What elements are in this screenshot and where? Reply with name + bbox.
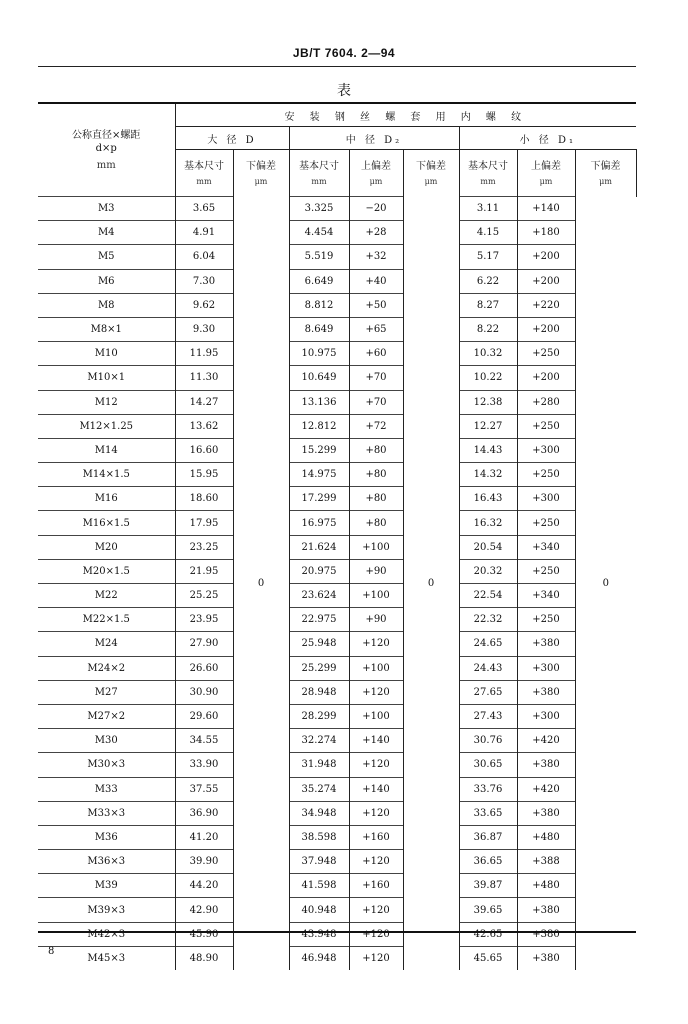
pitch-basic-cell: 25.948 bbox=[289, 632, 349, 656]
table-row bbox=[38, 366, 636, 390]
column-header-label: 下偏差 bbox=[416, 161, 446, 173]
minor-upper-dev-cell: +140 bbox=[517, 197, 575, 221]
table-row bbox=[38, 293, 636, 317]
nominal-diameter-symbol: d×p bbox=[95, 142, 117, 154]
column-header-unit: μm bbox=[254, 177, 268, 187]
thread-size-cell: M36 bbox=[38, 825, 175, 849]
table-row bbox=[38, 680, 636, 704]
pitch-upper-dev-cell: +160 bbox=[349, 874, 403, 898]
major-diameter-header: 大 径 D bbox=[175, 127, 289, 150]
table-row bbox=[38, 656, 636, 680]
thread-size-cell: M36×3 bbox=[38, 850, 175, 874]
major-basic-cell: 23.25 bbox=[175, 535, 233, 559]
pitch-upper-dev-cell: +120 bbox=[349, 632, 403, 656]
minor-upper-dev-cell: +420 bbox=[517, 777, 575, 801]
major-basic-cell: 34.55 bbox=[175, 729, 233, 753]
minor-upper-dev-cell: +480 bbox=[517, 874, 575, 898]
table-row bbox=[38, 777, 636, 801]
major-basic-cell: 25.25 bbox=[175, 584, 233, 608]
major-basic-cell: 21.95 bbox=[175, 559, 233, 583]
pitch-upper-dev-cell: +50 bbox=[349, 293, 403, 317]
pitch-basic-cell: 16.975 bbox=[289, 511, 349, 535]
nominal-diameter-unit: mm bbox=[96, 159, 116, 171]
minor-upper-dev-cell: +480 bbox=[517, 825, 575, 849]
table-row bbox=[38, 850, 636, 874]
header-rule bbox=[38, 66, 636, 67]
minor-basic-cell: 27.65 bbox=[459, 680, 517, 704]
minor-basic-cell: 24.43 bbox=[459, 656, 517, 680]
pitch-basic-cell: 31.948 bbox=[289, 753, 349, 777]
thread-size-cell: M20×1.5 bbox=[38, 559, 175, 583]
pitch-upper-dev-cell: +40 bbox=[349, 269, 403, 293]
major-basic-cell: 14.27 bbox=[175, 390, 233, 414]
minor-upper-dev-cell: +388 bbox=[517, 850, 575, 874]
column-header-label: 下偏差 bbox=[590, 161, 621, 173]
minor-upper-dev-cell: +250 bbox=[517, 414, 575, 438]
pitch-basic-cell: 28.948 bbox=[289, 680, 349, 704]
column-header-label: 上偏差 bbox=[531, 161, 561, 172]
column-header-unit: μm bbox=[424, 177, 438, 187]
thread-size-cell: M4 bbox=[38, 221, 175, 245]
thread-size-cell: M45×3 bbox=[38, 946, 175, 970]
column-header bbox=[349, 150, 403, 197]
table-row bbox=[38, 487, 636, 511]
minor-upper-dev-cell: +380 bbox=[517, 632, 575, 656]
pitch-upper-dev-cell: +120 bbox=[349, 898, 403, 922]
table-row bbox=[38, 898, 636, 922]
column-header-unit: mm bbox=[311, 177, 327, 186]
pitch-basic-cell: 17.299 bbox=[289, 487, 349, 511]
thread-size-cell: M42×3 bbox=[38, 922, 175, 946]
minor-upper-dev-cell: +180 bbox=[517, 221, 575, 245]
thread-size-cell: M22×1.5 bbox=[38, 608, 175, 632]
thread-size-cell: M30 bbox=[38, 729, 175, 753]
table-row bbox=[38, 584, 636, 608]
minor-upper-dev-cell: +250 bbox=[517, 463, 575, 487]
major-basic-cell: 9.30 bbox=[175, 317, 233, 341]
minor-basic-cell: 20.32 bbox=[459, 559, 517, 583]
major-lower-dev-cell: 0 bbox=[233, 197, 289, 971]
thread-size-cell: M16×1.5 bbox=[38, 511, 175, 535]
pitch-basic-cell: 43.948 bbox=[289, 922, 349, 946]
thread-size-cell: M8×1 bbox=[38, 317, 175, 341]
pitch-upper-dev-cell: +100 bbox=[349, 656, 403, 680]
major-basic-cell: 3.65 bbox=[175, 197, 233, 221]
minor-upper-dev-cell: +380 bbox=[517, 753, 575, 777]
pitch-basic-cell: 10.975 bbox=[289, 342, 349, 366]
minor-upper-dev-cell: +380 bbox=[517, 680, 575, 704]
table-row bbox=[38, 197, 636, 221]
pitch-upper-dev-cell: +120 bbox=[349, 922, 403, 946]
table-row bbox=[38, 463, 636, 487]
table-row bbox=[38, 632, 636, 656]
thread-size-cell: M12×1.25 bbox=[38, 414, 175, 438]
table-row bbox=[38, 874, 636, 898]
minor-upper-dev-cell: +300 bbox=[517, 656, 575, 680]
column-header-label: 上偏差 bbox=[361, 161, 391, 172]
table-row bbox=[38, 801, 636, 825]
pitch-diameter-header: 中 径 D₂ bbox=[289, 127, 459, 150]
pitch-upper-dev-cell: +100 bbox=[349, 584, 403, 608]
minor-basic-cell: 42.65 bbox=[459, 922, 517, 946]
minor-upper-dev-cell: +250 bbox=[517, 511, 575, 535]
table-row bbox=[38, 511, 636, 535]
minor-basic-cell: 45.65 bbox=[459, 946, 517, 970]
minor-basic-cell: 5.17 bbox=[459, 245, 517, 269]
minor-upper-dev-cell: +200 bbox=[517, 317, 575, 341]
group-header: 安 装 钢 丝 螺 套 用 内 螺 纹 bbox=[175, 103, 636, 127]
pitch-upper-dev-cell: +90 bbox=[349, 559, 403, 583]
pitch-upper-dev-cell: +32 bbox=[349, 245, 403, 269]
thread-size-cell: M10 bbox=[38, 342, 175, 366]
column-header-unit: mm bbox=[196, 177, 212, 186]
thread-size-cell: M6 bbox=[38, 269, 175, 293]
pitch-upper-dev-cell: +90 bbox=[349, 608, 403, 632]
standard-number: JB/T 7604. 2—94 bbox=[292, 46, 396, 60]
major-basic-cell: 17.95 bbox=[175, 511, 233, 535]
table-bottom-rule bbox=[38, 931, 636, 933]
column-header bbox=[289, 150, 349, 197]
pitch-basic-cell: 40.948 bbox=[289, 898, 349, 922]
minor-basic-cell: 33.76 bbox=[459, 777, 517, 801]
thread-size-cell: M27 bbox=[38, 680, 175, 704]
pitch-basic-cell: 3.325 bbox=[289, 197, 349, 221]
major-basic-cell: 33.90 bbox=[175, 753, 233, 777]
minor-basic-cell: 20.54 bbox=[459, 535, 517, 559]
minor-basic-cell: 10.32 bbox=[459, 342, 517, 366]
pitch-upper-dev-cell: +120 bbox=[349, 753, 403, 777]
major-basic-cell: 45.90 bbox=[175, 922, 233, 946]
minor-upper-dev-cell: +200 bbox=[517, 269, 575, 293]
minor-upper-dev-cell: +280 bbox=[517, 390, 575, 414]
table-row bbox=[38, 608, 636, 632]
column-header bbox=[517, 150, 575, 197]
pitch-basic-cell: 23.624 bbox=[289, 584, 349, 608]
minor-upper-dev-cell: +380 bbox=[517, 801, 575, 825]
column-header bbox=[233, 150, 289, 197]
pitch-upper-dev-cell: +72 bbox=[349, 414, 403, 438]
pitch-upper-dev-cell: +160 bbox=[349, 825, 403, 849]
pitch-basic-cell: 15.299 bbox=[289, 438, 349, 462]
minor-basic-cell: 8.22 bbox=[459, 317, 517, 341]
minor-basic-cell: 30.65 bbox=[459, 753, 517, 777]
major-basic-cell: 39.90 bbox=[175, 850, 233, 874]
minor-upper-dev-cell: +200 bbox=[517, 366, 575, 390]
thread-size-cell: M10×1 bbox=[38, 366, 175, 390]
pitch-basic-cell: 20.975 bbox=[289, 559, 349, 583]
major-basic-cell: 29.60 bbox=[175, 704, 233, 728]
minor-basic-cell: 33.65 bbox=[459, 801, 517, 825]
minor-basic-cell: 12.38 bbox=[459, 390, 517, 414]
pitch-basic-cell: 22.975 bbox=[289, 608, 349, 632]
pitch-upper-dev-cell: +28 bbox=[349, 221, 403, 245]
minor-upper-dev-cell: +220 bbox=[517, 293, 575, 317]
major-basic-cell: 26.60 bbox=[175, 656, 233, 680]
major-basic-cell: 36.90 bbox=[175, 801, 233, 825]
pitch-upper-dev-cell: +120 bbox=[349, 680, 403, 704]
table-row bbox=[38, 390, 636, 414]
pitch-basic-cell: 5.519 bbox=[289, 245, 349, 269]
column-header-unit: μm bbox=[369, 177, 383, 186]
page-number: 8 bbox=[48, 946, 55, 957]
minor-basic-cell: 30.76 bbox=[459, 729, 517, 753]
minor-lower-dev-cell: 0 bbox=[602, 577, 609, 589]
pitch-upper-dev-cell: +120 bbox=[349, 850, 403, 874]
major-basic-cell: 44.20 bbox=[175, 874, 233, 898]
minor-upper-dev-cell: +300 bbox=[517, 438, 575, 462]
major-basic-cell: 42.90 bbox=[175, 898, 233, 922]
pitch-upper-dev-cell: +60 bbox=[349, 342, 403, 366]
pitch-basic-cell: 35.274 bbox=[289, 777, 349, 801]
major-basic-cell: 7.30 bbox=[175, 269, 233, 293]
major-basic-cell: 41.20 bbox=[175, 825, 233, 849]
minor-basic-cell: 27.43 bbox=[459, 704, 517, 728]
thread-size-cell: M39×3 bbox=[38, 898, 175, 922]
column-header-unit: mm bbox=[480, 177, 496, 186]
column-header-label: 下偏差 bbox=[246, 161, 276, 173]
table-row bbox=[38, 245, 636, 269]
minor-basic-cell: 14.32 bbox=[459, 463, 517, 487]
thread-size-cell: M24 bbox=[38, 632, 175, 656]
minor-basic-cell: 24.65 bbox=[459, 632, 517, 656]
minor-upper-dev-cell: +340 bbox=[517, 584, 575, 608]
column-header-label: 基本尺寸 bbox=[468, 161, 508, 172]
column-header-label: 基本尺寸 bbox=[184, 161, 224, 172]
table-row bbox=[38, 414, 636, 438]
minor-basic-cell: 39.65 bbox=[459, 898, 517, 922]
pitch-upper-dev-cell: +80 bbox=[349, 438, 403, 462]
major-basic-cell: 15.95 bbox=[175, 463, 233, 487]
pitch-upper-dev-cell: +65 bbox=[349, 317, 403, 341]
major-basic-cell: 13.62 bbox=[175, 414, 233, 438]
major-basic-cell: 11.95 bbox=[175, 342, 233, 366]
thread-size-cell: M30×3 bbox=[38, 753, 175, 777]
nominal-diameter-header bbox=[38, 103, 175, 197]
table-row bbox=[38, 535, 636, 559]
pitch-upper-dev-cell: +70 bbox=[349, 366, 403, 390]
major-basic-cell: 48.90 bbox=[175, 946, 233, 970]
thread-size-cell: M27×2 bbox=[38, 704, 175, 728]
pitch-upper-dev-cell: +120 bbox=[349, 801, 403, 825]
minor-upper-dev-cell: +250 bbox=[517, 342, 575, 366]
minor-basic-cell: 39.87 bbox=[459, 874, 517, 898]
major-basic-cell: 6.04 bbox=[175, 245, 233, 269]
pitch-upper-dev-cell: +100 bbox=[349, 535, 403, 559]
column-header bbox=[459, 150, 517, 197]
thread-size-cell: M3 bbox=[38, 197, 175, 221]
thread-size-cell: M8 bbox=[38, 293, 175, 317]
thread-size-cell: M24×2 bbox=[38, 656, 175, 680]
minor-basic-cell: 36.87 bbox=[459, 825, 517, 849]
table-row bbox=[38, 317, 636, 341]
table-row bbox=[38, 946, 636, 970]
minor-basic-cell: 6.22 bbox=[459, 269, 517, 293]
pitch-basic-cell: 32.274 bbox=[289, 729, 349, 753]
minor-upper-dev-cell: +380 bbox=[517, 898, 575, 922]
major-basic-cell: 27.90 bbox=[175, 632, 233, 656]
thread-size-cell: M20 bbox=[38, 535, 175, 559]
nominal-diameter-label: 公称直径×螺距 bbox=[72, 129, 141, 141]
column-header bbox=[575, 150, 636, 197]
pitch-basic-cell: 13.136 bbox=[289, 390, 349, 414]
pitch-upper-dev-cell: +80 bbox=[349, 487, 403, 511]
pitch-upper-dev-cell: +80 bbox=[349, 511, 403, 535]
major-basic-cell: 16.60 bbox=[175, 438, 233, 462]
minor-upper-dev-cell: +340 bbox=[517, 535, 575, 559]
thread-size-cell: M33×3 bbox=[38, 801, 175, 825]
thread-size-cell: M22 bbox=[38, 584, 175, 608]
table-row bbox=[38, 922, 636, 946]
minor-basic-cell: 36.65 bbox=[459, 850, 517, 874]
column-header-label: 基本尺寸 bbox=[299, 161, 339, 172]
pitch-upper-dev-cell: +140 bbox=[349, 777, 403, 801]
table-row bbox=[38, 269, 636, 293]
minor-basic-cell: 22.32 bbox=[459, 608, 517, 632]
minor-basic-cell: 4.15 bbox=[459, 221, 517, 245]
pitch-basic-cell: 6.649 bbox=[289, 269, 349, 293]
major-basic-cell: 9.62 bbox=[175, 293, 233, 317]
pitch-upper-dev-cell: +100 bbox=[349, 704, 403, 728]
column-header-unit: μm bbox=[599, 177, 612, 187]
table-row bbox=[38, 559, 636, 583]
thread-size-cell: M14 bbox=[38, 438, 175, 462]
major-basic-cell: 30.90 bbox=[175, 680, 233, 704]
minor-upper-dev-cell: +250 bbox=[517, 559, 575, 583]
pitch-lower-dev-cell: 0 bbox=[403, 197, 459, 971]
pitch-basic-cell: 8.812 bbox=[289, 293, 349, 317]
table-row bbox=[38, 438, 636, 462]
pitch-basic-cell: 46.948 bbox=[289, 946, 349, 970]
pitch-basic-cell: 21.624 bbox=[289, 535, 349, 559]
minor-upper-dev-cell: +250 bbox=[517, 608, 575, 632]
pitch-upper-dev-cell: +80 bbox=[349, 463, 403, 487]
pitch-basic-cell: 41.598 bbox=[289, 874, 349, 898]
thread-size-cell: M5 bbox=[38, 245, 175, 269]
table-row bbox=[38, 753, 636, 777]
thread-size-cell: M39 bbox=[38, 874, 175, 898]
pitch-upper-dev-cell: +140 bbox=[349, 729, 403, 753]
major-basic-cell: 37.55 bbox=[175, 777, 233, 801]
table-row bbox=[38, 704, 636, 728]
minor-basic-cell: 12.27 bbox=[459, 414, 517, 438]
pitch-basic-cell: 10.649 bbox=[289, 366, 349, 390]
minor-upper-dev-cell: +380 bbox=[517, 922, 575, 946]
pitch-basic-cell: 28.299 bbox=[289, 704, 349, 728]
minor-upper-dev-cell: +200 bbox=[517, 245, 575, 269]
major-basic-cell: 4.91 bbox=[175, 221, 233, 245]
column-header bbox=[403, 150, 459, 197]
thread-size-cell: M12 bbox=[38, 390, 175, 414]
table-row bbox=[38, 825, 636, 849]
minor-upper-dev-cell: +300 bbox=[517, 704, 575, 728]
minor-diameter-header: 小 径 D₁ bbox=[459, 127, 636, 150]
thread-size-cell: M14×1.5 bbox=[38, 463, 175, 487]
pitch-basic-cell: 38.598 bbox=[289, 825, 349, 849]
minor-basic-cell: 8.27 bbox=[459, 293, 517, 317]
pitch-upper-dev-cell: +70 bbox=[349, 390, 403, 414]
pitch-upper-dev-cell: +120 bbox=[349, 946, 403, 970]
minor-basic-cell: 16.32 bbox=[459, 511, 517, 535]
major-basic-cell: 23.95 bbox=[175, 608, 233, 632]
minor-basic-cell: 22.54 bbox=[459, 584, 517, 608]
major-basic-cell: 18.60 bbox=[175, 487, 233, 511]
pitch-basic-cell: 25.299 bbox=[289, 656, 349, 680]
minor-basic-cell: 14.43 bbox=[459, 438, 517, 462]
pitch-basic-cell: 34.948 bbox=[289, 801, 349, 825]
pitch-basic-cell: 4.454 bbox=[289, 221, 349, 245]
table-row bbox=[38, 342, 636, 366]
pitch-basic-cell: 8.649 bbox=[289, 317, 349, 341]
thread-size-cell: M16 bbox=[38, 487, 175, 511]
minor-basic-cell: 10.22 bbox=[459, 366, 517, 390]
minor-basic-cell: 3.11 bbox=[459, 197, 517, 221]
minor-basic-cell: 16.43 bbox=[459, 487, 517, 511]
table-row bbox=[38, 729, 636, 753]
pitch-basic-cell: 37.948 bbox=[289, 850, 349, 874]
minor-upper-dev-cell: +300 bbox=[517, 487, 575, 511]
minor-upper-dev-cell: +420 bbox=[517, 729, 575, 753]
table-row bbox=[38, 221, 636, 245]
column-header bbox=[175, 150, 233, 197]
pitch-basic-cell: 12.812 bbox=[289, 414, 349, 438]
pitch-upper-dev-cell: −20 bbox=[349, 197, 403, 221]
minor-upper-dev-cell: +380 bbox=[517, 946, 575, 970]
column-header-unit: μm bbox=[539, 177, 553, 186]
major-basic-cell: 11.30 bbox=[175, 366, 233, 390]
pitch-basic-cell: 14.975 bbox=[289, 463, 349, 487]
thread-size-cell: M33 bbox=[38, 777, 175, 801]
table-caption: 表 bbox=[337, 83, 351, 99]
thread-table bbox=[38, 102, 637, 970]
